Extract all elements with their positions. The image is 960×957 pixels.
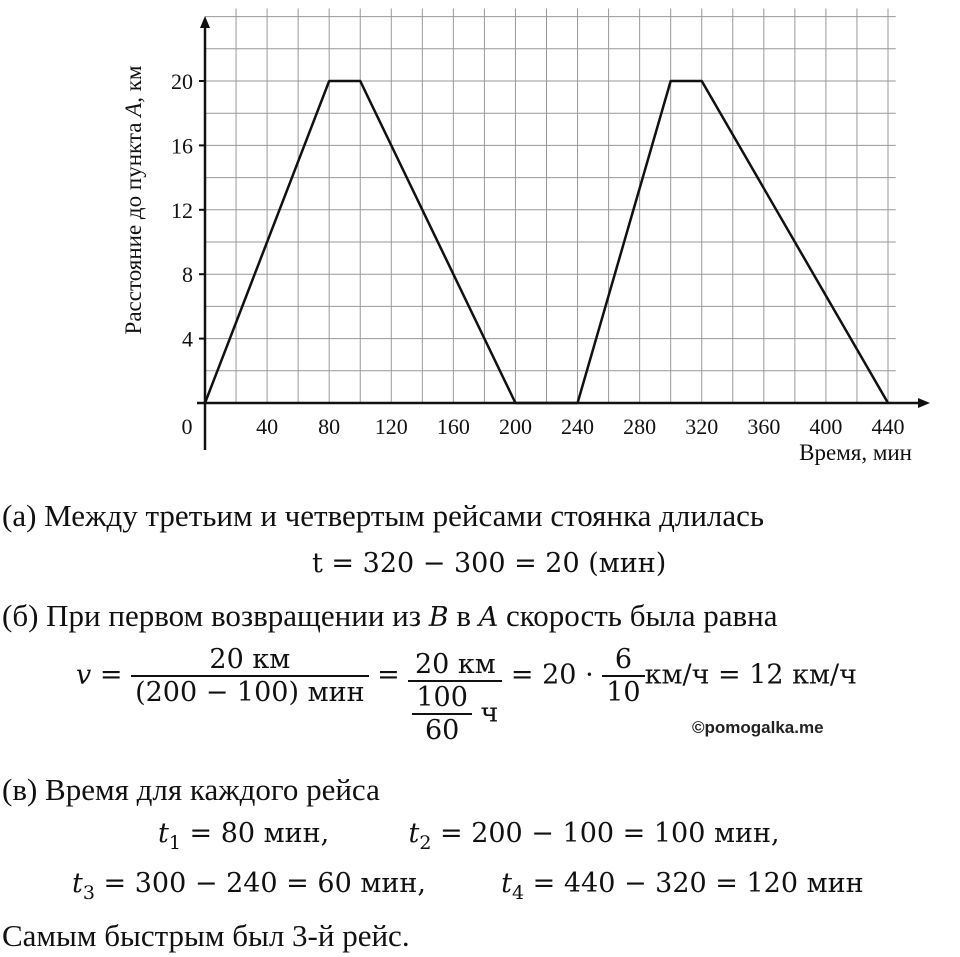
x-tick-label: 440 [871,414,905,439]
x-tick-label: 360 [747,414,781,439]
x-tick-label: 240 [561,414,595,439]
t3-subscript: 3 [82,882,95,904]
x-tick-label: 400 [809,414,843,439]
equals: = [368,659,409,691]
part-c-intro: (в) Время для каждого рейса [2,772,380,807]
t4-subscript: 4 [511,882,525,904]
conclusion: Самым быстрым был 3-й рейс. [2,918,410,953]
velocity-result: км/ч = 12 км/ч [644,659,857,691]
equals: = [91,659,132,691]
x-tick-label: 120 [374,414,408,439]
distance-time-chart [0,0,960,470]
v-symbol: v [76,659,92,691]
point-b: B [428,602,449,633]
y-tick-label: 16 [171,133,193,159]
t3-value: = 300 − 240 = 60 мин, [94,868,426,899]
part-b-intro [2,598,778,634]
x-tick-label: 40 [256,414,279,439]
x-tick-label: 320 [685,414,719,439]
watermark: ©pomogalka.me [692,718,824,737]
trip-times-row-1 [158,818,780,854]
fraction-3-den: 10 [602,675,644,708]
t-symbol: t [501,868,512,899]
x-tick-label: 280 [623,414,657,439]
fraction-inner-den: 60 [412,713,472,746]
fraction-inner [412,682,472,746]
y-tick-label: 12 [171,197,193,223]
t2-subscript: 2 [419,832,432,854]
t2-value: = 200 − 100 = 100 мин, [431,818,780,849]
fraction-3-num: 6 [614,644,633,675]
x-tick-label: 160 [436,414,470,439]
point-a: A [478,602,499,633]
fraction-2-den [408,680,502,746]
t1-subscript: 1 [168,832,181,854]
part-b-text-1: (б) При первом возвращении из [2,598,429,633]
y-axis-arrow [200,16,210,28]
fraction-3 [602,644,644,708]
x-tick-label: 200 [498,414,532,439]
times-20: = 20 · [502,659,603,691]
fraction-1-den: (200 − 100) мин [131,675,369,708]
t4-value: = 440 − 320 = 120 мин [524,868,864,899]
fraction-inner-num: 100 [416,682,468,713]
y-tick-label: 4 [182,326,193,352]
fraction-2 [408,649,502,746]
x-axis-arrow [918,398,930,408]
chart-grid [205,9,896,403]
t-symbol: t [408,818,420,849]
part-b-text-mid: в [448,598,479,633]
fraction-1-num: 20 км [209,644,291,675]
x-tick-label: 80 [318,414,341,439]
part-b-text-2: скорость была равна [498,598,778,633]
y-axis-label: Расстояние до пункта A, км [121,65,146,335]
y-tick-label: 20 [171,69,193,94]
fraction-1 [131,644,369,708]
t1-value: = 80 мин, [180,818,330,849]
y-tick-label: 8 [182,262,193,288]
t-symbol: t [158,818,169,849]
hour-unit: ч [471,697,499,729]
fraction-2-num: 20 км [414,649,496,680]
part-a-intro: (а) Между третьим и четвертым рейсами стоянка длилась [2,498,765,533]
x-axis-label: Время, мин [799,440,912,465]
trip-times-row-2 [72,868,864,904]
part-a-formula-text: t = 320 − 300 = 20 (мин) [312,548,667,579]
t-symbol: t [72,868,83,899]
part-a-formula [312,548,666,579]
origin-label: 0 [181,414,193,439]
